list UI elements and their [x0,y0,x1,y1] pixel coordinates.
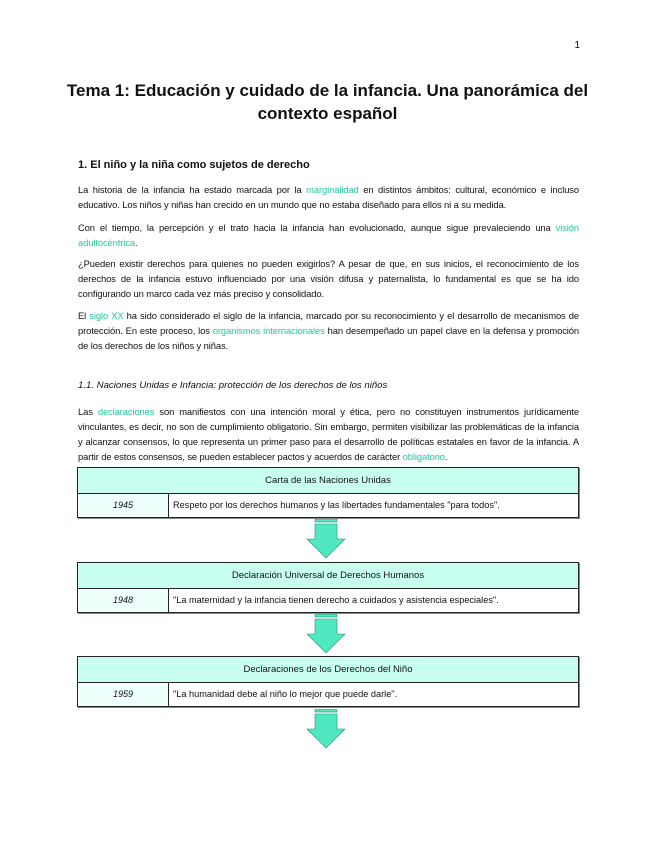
page-title: Tema 1: Educación y cuidado de la infancia. Una panorámica del contexto español [66,81,589,123]
timeline-box [77,467,579,518]
text: ha sido considerado el siglo de la infancia, marcado por su reconocimiento y el desarrollo de mecanismos de protección. En este proceso, los [78,310,580,336]
paragraph [78,404,579,464]
text: La historia de la infancia ha estado marcada por la [78,184,307,195]
text: han desempeñado un papel clave en la defensa y promoción de los derechos de los niños y niñas. [78,325,579,351]
paragraph [78,220,579,250]
text: Las [78,406,98,417]
timeline-title: Declaraciones de los Derechos del Niño [78,657,578,683]
paragraph: ¿Pueden existir derechos para quienes no pueden exigirlos? A pesar de que, en sus inicios, el reconocimiento de los derechos de la infancia estuvo influenciado por una visión difusa y paternalista, lo fundamental es que se ha ido configurando un marco cada vez más preciso y consolidado. [78,258,579,299]
arrow-down-icon [306,614,346,654]
highlight: obligatorio [402,451,445,462]
timeline-text: Respeto por los derechos humanos y las libertades fundamentales "para todos". [173,500,500,510]
paragraph [78,182,579,212]
text: El [78,310,90,321]
page-number: 1 [574,40,580,51]
timeline-text: "La humanidad debe al niño lo mejor que puede darle". [173,689,398,699]
highlight: organismos internacionales [212,325,325,336]
text: Con el tiempo, la percepción y el trato hacia la infancia han evolucionado, aunque sigue prevaleciendo una [78,222,556,233]
text: . [444,451,448,462]
timeline-title: Declaración Universal de Derechos Humanos [78,563,578,589]
timeline-box [77,656,579,707]
subsection-heading: 1.1. Naciones Unidas e Infancia: protección de los derechos de los niños [78,380,388,391]
text: en distintos ámbitos: cultural, económico e incluso educativo. Los niños y niñas han crecido en un mundo que no estaba diseñado para ellos ni a su medida. [78,184,580,210]
text: son manifiestos con una intención moral y ética, pero no constituyen instrumentos jurídicamente vinculantes, es decir, no son de cumplimiento obligatorio. Sin embargo, permiten visibilizar las problemáticas de la infancia y alcanzar consensos, lo que representa un primer paso para el desarrollo de políticas estatales en favor de la infancia. A partir de estos consensos, se pueden establecer pactos y acuerdos de carácter [78,406,579,462]
highlight: siglo XX [89,310,124,321]
text: . [134,237,138,248]
timeline-title: Carta de las Naciones Unidas [78,468,578,494]
arrow-down-icon [306,709,346,749]
timeline-box [77,562,579,613]
highlight: declaraciones [97,406,155,417]
highlight: marginalidad [306,184,359,195]
timeline-year: 1959 [78,683,169,706]
timeline-year: 1945 [78,494,169,517]
highlight: visión adultocéntrica [78,222,579,248]
arrow-down-icon [306,519,346,559]
timeline-text: "La maternidad y la infancia tienen derecho a cuidados y asistencia especiales". [173,595,499,605]
section-heading: 1. El niño y la niña como sujetos de derecho [78,159,310,171]
timeline-year: 1948 [78,589,169,612]
paragraph [78,308,579,353]
